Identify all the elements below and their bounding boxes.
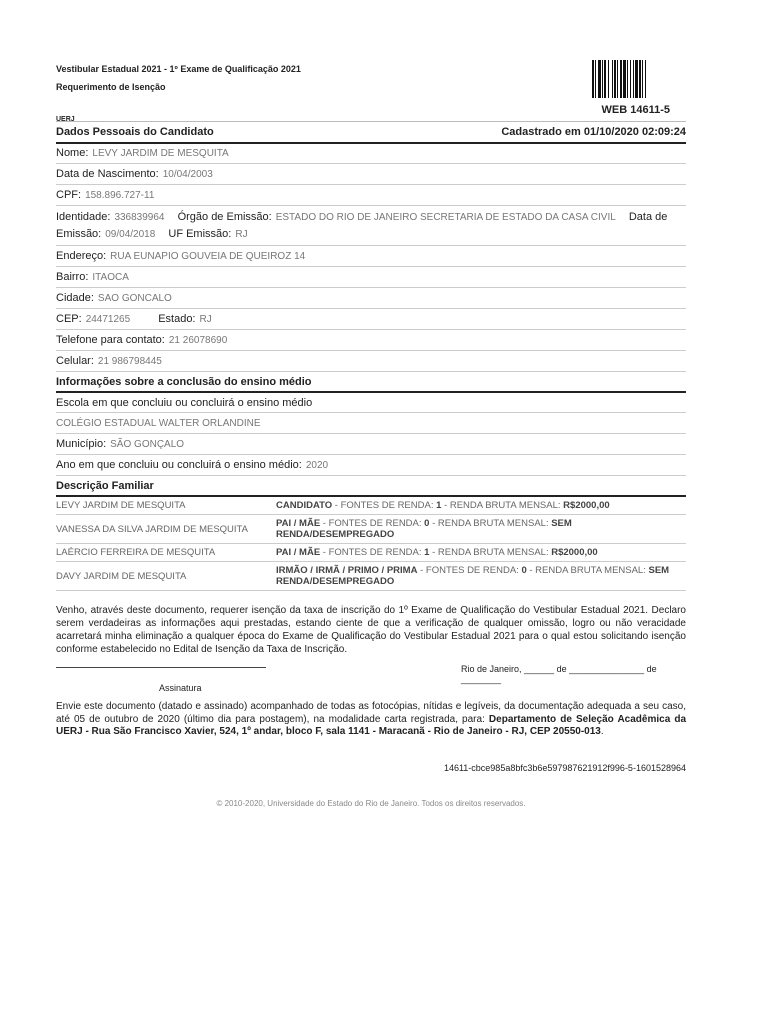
- fontes-label: - FONTES DE RENDA:: [320, 518, 425, 529]
- fontes-value: 0: [521, 565, 527, 576]
- family-member-income: [276, 515, 686, 544]
- orgao-label: Órgão de Emissão:: [177, 211, 272, 223]
- estado-label: Estado:: [158, 313, 196, 325]
- send-end: .: [600, 726, 604, 737]
- school-section-title: Informações sobre a conclusão do ensino médio: [56, 372, 686, 393]
- send-text: Envie este documento (datado e assinado) acompanhado de todas as fotocópias, nítidas e legíveis, da documentação adequada a seu caso, até 05 de outubro de 2020 (último dia para postagem), na modalidade carta registrada, para:: [56, 701, 686, 725]
- renda-label: - RENDA BRUTA MENSAL:: [441, 500, 564, 511]
- cpf-label: CPF:: [56, 189, 82, 201]
- barcode-image: [592, 60, 710, 98]
- uf-value: RJ: [235, 229, 248, 240]
- renda-value: SEM RENDA/DESEMPREGADO: [276, 518, 572, 540]
- row-escola-label: [56, 393, 686, 413]
- row-ano: [56, 455, 686, 476]
- nome-value: LEVY JARDIM DE MESQUITA: [92, 148, 229, 159]
- declaration-text: Venho, através deste documento, requerer isenção da taxa de inscrição do 1º Exame de Qualificação do Vestibular Estadual 2021. Declaro serem verdadeiras as informações aqui prestadas, estando ciente de que a verificação de qualquer omissão, logro ou não veracidade acarretará minha eliminação a qualquer época do Exame de Qualificação do Vestibular Estadual 2021 para o qual estou solicitando isenção conforme estabelecido no Edital de Isenção da Taxa de Inscrição.: [56, 605, 686, 655]
- renda-label: - RENDA BRUTA MENSAL:: [526, 565, 649, 576]
- fontes-label: - FONTES DE RENDA:: [417, 565, 522, 576]
- fontes-value: 1: [424, 547, 430, 558]
- cidade-label: Cidade:: [56, 292, 94, 304]
- cpf-value: 158.896.727-11: [85, 190, 155, 201]
- endereco-value: RUA EUNAPIO GOUVEIA DE QUEIROZ 14: [110, 251, 306, 262]
- bairro-label: Bairro:: [56, 271, 89, 283]
- renda-value: SEM RENDA/DESEMPREGADO: [276, 565, 670, 587]
- family-member-name: LEVY JARDIM DE MESQUITA: [56, 497, 276, 515]
- municipio-value: SÃO GONÇALO: [110, 439, 185, 450]
- family-section-title: Descrição Familiar: [56, 476, 686, 497]
- identidade-value: 336839964: [114, 212, 165, 223]
- estado-value: RJ: [199, 314, 212, 325]
- uerj-label: UERJ: [56, 116, 75, 123]
- row-cpf: [56, 185, 686, 206]
- renda-value: R$2000,00: [563, 500, 610, 511]
- ano-value: 2020: [305, 460, 329, 471]
- data-emissao-value: 09/04/2018: [105, 229, 156, 240]
- telefone-value: 21 26078690: [168, 335, 228, 346]
- orgao-value: ESTADO DO RIO DE JANEIRO SECRETARIA DE ESTADO DA CASA CIVIL: [275, 212, 616, 223]
- family-role: PAI / MÃE: [276, 518, 321, 529]
- family-member-income: [276, 544, 686, 562]
- cep-value: 24471265: [85, 314, 131, 325]
- bairro-value: ITAOCA: [92, 272, 129, 283]
- document-hash: 14611-cbce985a8bfc3b6e597987621912f996-5-1601528964: [443, 763, 686, 773]
- personal-section-header: [56, 121, 686, 144]
- nascimento-value: 10/04/2003: [162, 169, 213, 180]
- family-member-name: VANESSA DA SILVA JARDIM DE MESQUITA: [56, 515, 276, 544]
- registered-date: Cadastrado em 01/10/2020 02:09:24: [501, 126, 686, 138]
- uf-label: UF Emissão:: [168, 228, 232, 240]
- family-member-income: [276, 497, 686, 515]
- nascimento-label: Data de Nascimento:: [56, 168, 159, 180]
- personal-section-title: Dados Pessoais do Candidato: [56, 126, 214, 138]
- row-nome: [56, 143, 686, 164]
- celular-value: 21 986798445: [97, 356, 162, 367]
- send-instructions: [56, 701, 686, 739]
- personal-rows: [56, 143, 686, 591]
- family-member-name: DAVY JARDIM DE MESQUITA: [56, 562, 276, 591]
- renda-label: - RENDA BRUTA MENSAL:: [429, 547, 552, 558]
- renda-value: R$2000,00: [551, 547, 598, 558]
- municipio-label: Município:: [56, 438, 107, 450]
- barcode-bar: [646, 60, 647, 98]
- copyright: © 2010-2020, Universidade do Estado do Rio de Janeiro. Todos os direitos reservados.: [216, 799, 526, 808]
- row-municipio: [56, 434, 686, 455]
- send-address: Departamento de Seleção Acadêmica da UERJ - Rua São Francisco Xavier, 524, 1º andar, bloco F, sala 1141 - Maracanã - Rio de Janeiro - RJ, CEP 20550-013: [56, 713, 687, 737]
- exam-title: Vestibular Estadual 2021 - 1º Exame de Qualificação 2021: [56, 64, 301, 74]
- telefone-label: Telefone para contato:: [56, 334, 165, 346]
- family-row: [56, 562, 686, 591]
- row-bairro: [56, 267, 686, 288]
- family-role: PAI / MÃE: [276, 547, 321, 558]
- cep-label: CEP:: [56, 313, 82, 325]
- row-escola: [56, 413, 686, 434]
- data-emissao-label: Data de Emissão:: [56, 211, 668, 240]
- fontes-value: 1: [436, 500, 442, 511]
- fontes-value: 0: [424, 518, 430, 529]
- family-table: [56, 497, 686, 591]
- endereco-label: Endereço:: [56, 250, 107, 262]
- signature-label: Assinatura: [159, 683, 202, 693]
- escola-label: Escola em que concluiu ou concluirá o ensino médio: [56, 397, 313, 409]
- row-nascimento: [56, 164, 686, 185]
- family-role: IRMÃO / IRMÃ / PRIMO / PRIMA: [276, 565, 418, 576]
- family-row: [56, 497, 686, 515]
- family-member-income: [276, 562, 686, 591]
- row-cep: [56, 309, 686, 330]
- family-row: [56, 544, 686, 562]
- cidade-value: SAO GONCALO: [97, 293, 172, 304]
- family-row: [56, 515, 686, 544]
- row-endereco: [56, 246, 686, 267]
- signature-line: [56, 667, 266, 668]
- escola-value: COLÉGIO ESTADUAL WALTER ORLANDINE: [56, 418, 261, 429]
- web-code: WEB 14611-5: [601, 104, 670, 116]
- row-cidade: [56, 288, 686, 309]
- row-identidade: [56, 206, 686, 246]
- celular-label: Celular:: [56, 355, 94, 367]
- fontes-label: - FONTES DE RENDA:: [332, 500, 437, 511]
- row-telefone: [56, 330, 686, 351]
- place-date-line: Rio de Janeiro, ______ de _______________ de ________: [461, 664, 657, 684]
- identidade-label: Identidade:: [56, 211, 111, 223]
- renda-label: - RENDA BRUTA MENSAL:: [429, 518, 552, 529]
- family-role: CANDIDATO: [276, 500, 333, 511]
- document-subtitle: Requerimento de Isenção: [56, 82, 166, 92]
- family-member-name: LAÉRCIO FERREIRA DE MESQUITA: [56, 544, 276, 562]
- fontes-label: - FONTES DE RENDA:: [320, 547, 425, 558]
- ano-label: Ano em que concluiu ou concluirá o ensino médio:: [56, 459, 302, 471]
- row-celular: [56, 351, 686, 372]
- nome-label: Nome:: [56, 147, 89, 159]
